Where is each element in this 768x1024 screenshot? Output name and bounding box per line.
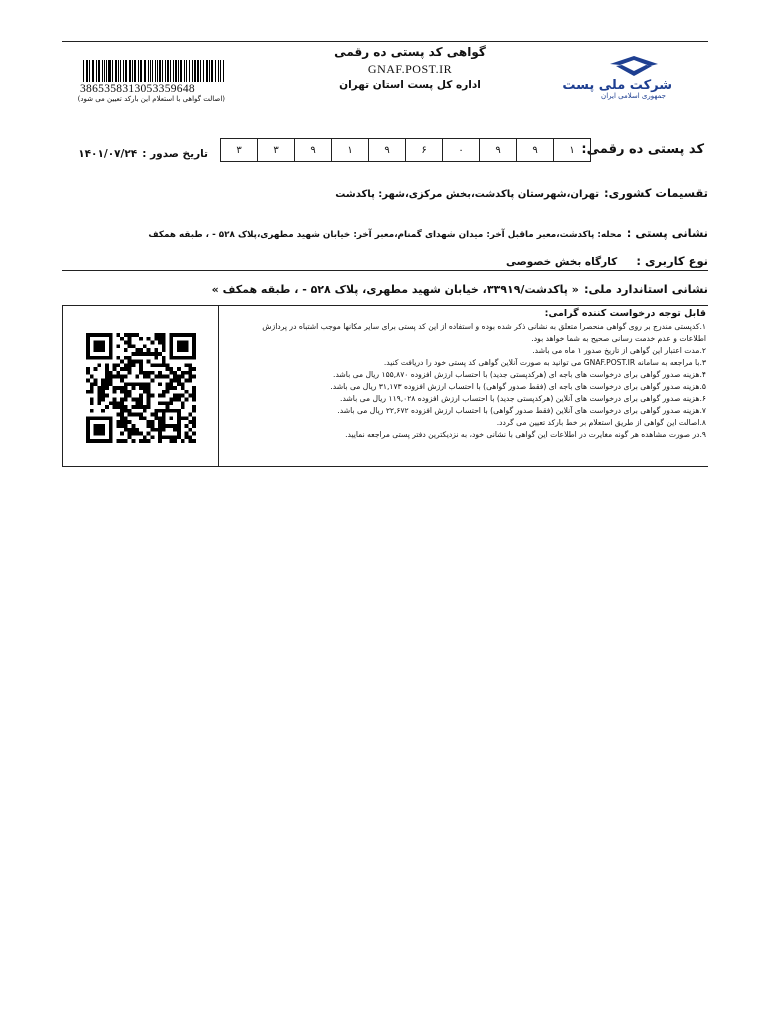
post-envelope-logo-icon	[606, 54, 662, 80]
document-title: گواهی کد پستی ده رقمی	[334, 45, 486, 59]
address-row	[148, 222, 708, 241]
postal-code-digit: ۱	[331, 138, 369, 162]
notes-bottom-rule	[62, 466, 708, 467]
top-rule	[62, 41, 708, 42]
note-item: ۳.با مراجعه به سامانه GNAF.POST.IR می توانید به صورت آنلاین گواهی کد پستی خود را دریافت کنید.	[383, 358, 706, 367]
issue-date-label: تاریخ صدور :	[142, 148, 208, 160]
division-label: تقسیمات کشوری:	[604, 186, 708, 200]
qr-code-icon	[86, 333, 196, 443]
note-item: ۵.هزینه صدور گواهی برای درخواست های باجه ای (فقط صدور گواهی) با احتساب ارزش افزوده ۳۱,۱۷۳ ریال می باشد.	[330, 382, 706, 391]
note-item: ۲.مدت اعتبار این گواهی از تاریخ صدور ۱ ماه می باشد.	[532, 346, 706, 355]
postal-code-digit: ۳	[257, 138, 295, 162]
note-item: ۶.هزینه صدور گواهی برای درخواست های آنلاین (هرکدپستی جدید) با احتساب ارزش افزوده ۱۱۹,۰۲۸ ریال می باشد.	[340, 394, 706, 403]
issue-date-value: ۱۴۰۱/۰۷/۲۴	[78, 148, 138, 160]
postal-code-digits	[221, 138, 591, 162]
note-item: ۴.هزینه صدور گواهی برای درخواست های باجه ای (هرکدپستی جدید) با احتساب ارزش افزوده ۱۵۵,۸۷۰ ریال می باشد.	[333, 370, 706, 379]
standard-address-label: نشانی استاندارد ملی:	[583, 282, 708, 296]
note-item: اطلاعات و عدم خدمت رسانی صحیح به شما خواهد بود.	[531, 334, 706, 343]
usage-row	[506, 250, 708, 269]
postal-code-label: کد پستی ده رقمی:	[581, 142, 704, 157]
note-item: ۷.هزینه صدور گواهی برای درخواست های آنلاین (فقط صدور گواهی) با احتساب ارزش افزوده ۲۲,۶۷۲ ریال می باشد.	[337, 406, 706, 415]
notes-list	[226, 321, 706, 441]
address-value: محله: پاکدشت،معبر ماقبل آخر: میدان شهدای گمنام،معبر آخر: خیابان شهید مطهری،پلاک ۵۲۸ - ، طبقه همکف	[148, 230, 622, 240]
usage-label: نوع کاربری :	[636, 254, 708, 268]
postal-code-digit: ۹	[368, 138, 406, 162]
address-label: نشانی پستی :	[626, 226, 708, 240]
postal-code-digit: ۳	[220, 138, 258, 162]
notes	[226, 308, 706, 441]
usage-value: کارگاه بخش خصوصی	[505, 256, 618, 268]
post-logo	[562, 54, 672, 100]
postal-code-digit: ۹	[479, 138, 517, 162]
standard-address-top-rule	[62, 270, 708, 271]
issue-date	[78, 142, 208, 161]
postal-code-digit: ۹	[516, 138, 554, 162]
postal-code-digit: ۱	[553, 138, 591, 162]
division-row	[335, 182, 708, 201]
postal-code-digit: ۶	[405, 138, 443, 162]
logo-name: شرکت ملی پست	[562, 78, 672, 93]
standard-address-value: « پاکدشت/۳۳۹۱۹، خیابان شهید مطهری، پلاک ۵۲۸ - ، طبقه همکف »	[211, 283, 579, 296]
standard-address-row	[212, 278, 708, 297]
note-item: ۱.کدپستی مندرج بر روی گواهی منحصرا متعلق به نشانی ذکر شده بوده و استفاده از این کد پستی برای سایر مکانها موجب اشتباه در پردازش	[262, 322, 706, 331]
postal-code-digit: ۰	[442, 138, 480, 162]
notes-divider	[218, 306, 219, 466]
postal-code-digit: ۹	[294, 138, 332, 162]
barcode-block	[77, 60, 225, 103]
note-item: ۹.در صورت مشاهده هر گونه مغایرت در اطلاعات این گواهی با نشانی خود، به نزدیکترین دفتر پستی مراجعه نمایید.	[345, 430, 706, 439]
notes-title: قابل توجه درخواست کننده گرامی:	[544, 308, 706, 319]
website-text: GNAF.POST.IR	[367, 62, 453, 76]
office-name: اداره کل پست استان تهران	[339, 79, 481, 91]
division-value: تهران،شهرستان پاکدشت،بخش مرکزی،شهر: پاکدشت	[335, 189, 599, 200]
barcode-note: (اصالت گواهی با استعلام این بارکد تعیین می شود)	[77, 95, 225, 103]
note-item: ۸.اصالت این گواهی از طریق استعلام بر خط بارکد تعیین می گردد.	[496, 418, 706, 427]
logo-subtitle: جمهوری اسلامی ایران	[601, 92, 666, 100]
barcode-icon	[83, 60, 225, 82]
barcode-number: 3865358313053359648	[80, 83, 195, 95]
